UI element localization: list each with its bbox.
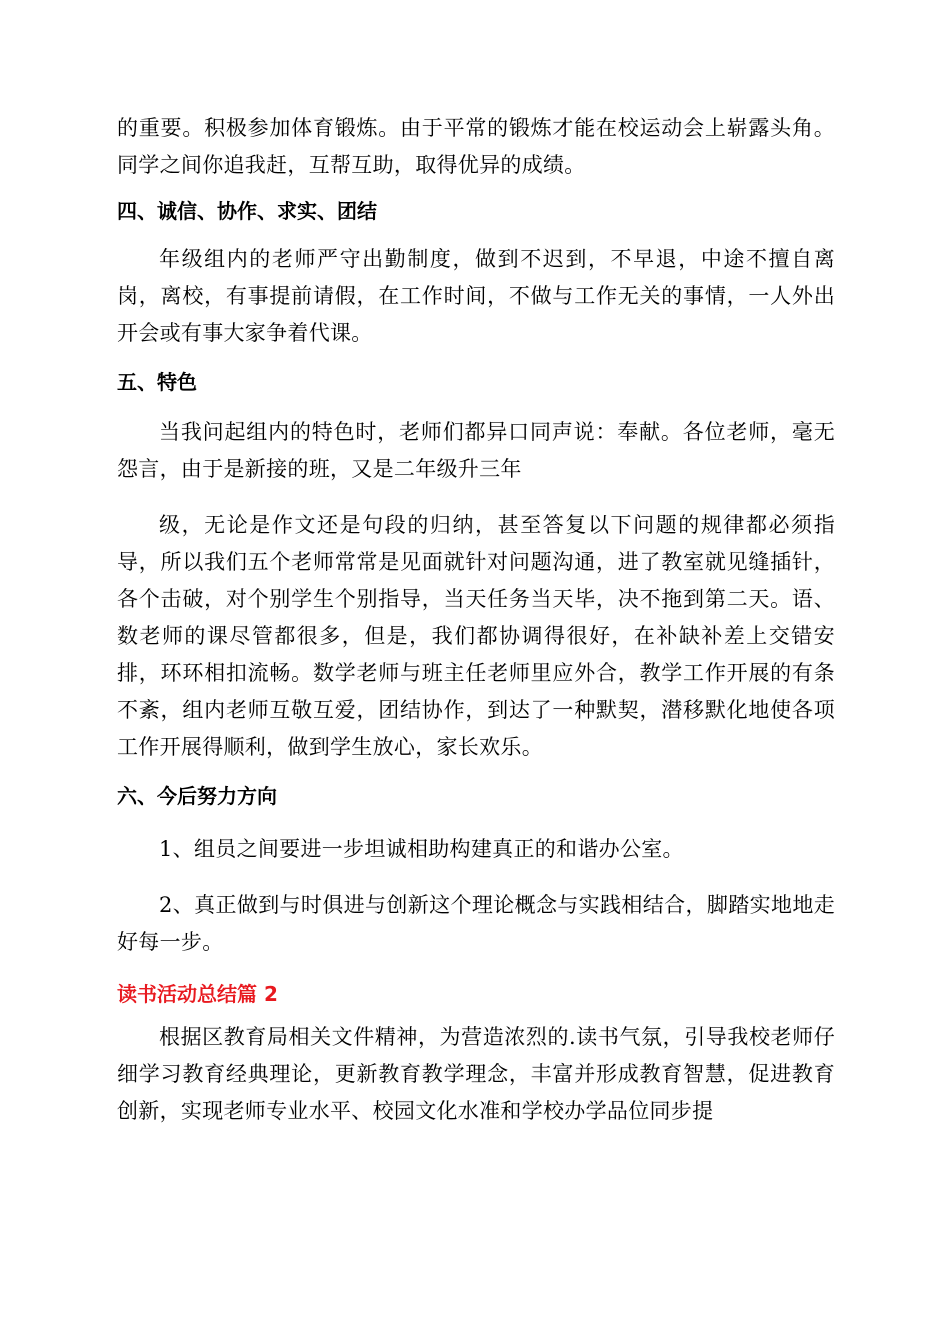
heading-integrity: 四、诚信、协作、求实、团结 [117,199,377,223]
paragraph-reading-intro: 根据区教育局相关文件精神，为营造浓烈的.读书气氛，引导我校老师仔细学习教育经典理论，更新教育教学理念，丰富并形成教育智慧，促进教育创新，实现老师专业水平、校园文化水准和学校办学品位同步提 [117,1025,835,1123]
document-page [117,110,835,1130]
paragraph-features-2: 级，无论是作文还是句段的归纳，甚至答复以下问题的规律都必须指导，所以我们五个老师常常是见面就针对问题沟通，进了教室就见缝插针，各个击破，对个别学生个别指导，当天任务当天毕，决不拖到第二天。语、数老师的课尽管都很多，但是，我们都协调得很好，在补缺补差上交错安排，环环相扣流畅。数学老师与班主任老师里应外合，教学工作开展的有条不紊，组内老师互敬互爱，团结协作，到达了一种默契，潜移默化地使各项工作开展得顺利，做到学生放心，家长欢乐。 [117,513,835,759]
list-item-1: 1、组员之间要进一步坦诚相助构建真正的和谐办公室。 [159,837,684,861]
heading-features: 五、特色 [117,370,197,394]
paragraph-features-1: 当我问起组内的特色时，老师们都异口同声说：奉献。各位老师，毫无怨言，由于是新接的班，又是二年级升三年 [117,420,835,481]
paragraph-sports: 的重要。积极参加体育锻炼。由于平常的锻炼才能在校运动会上崭露头角。同学之间你追我赶，互帮互助，取得优异的成绩。 [117,116,835,177]
list-item-2: 2、真正做到与时俱进与创新这个理论概念与实践相结合，脚踏实地地走好每一步。 [117,893,835,954]
paragraph-attendance: 年级组内的老师严守出勤制度，做到不迟到，不早退，中途不擅自离岗，离校，有事提前请假，在工作时间，不做与工作无关的事情，一人外出开会或有事大家争着代课。 [117,247,835,345]
section-title-reading-summary-2: 读书活动总结篇 2 [117,982,278,1006]
heading-future-direction: 六、今后努力方向 [117,784,277,808]
